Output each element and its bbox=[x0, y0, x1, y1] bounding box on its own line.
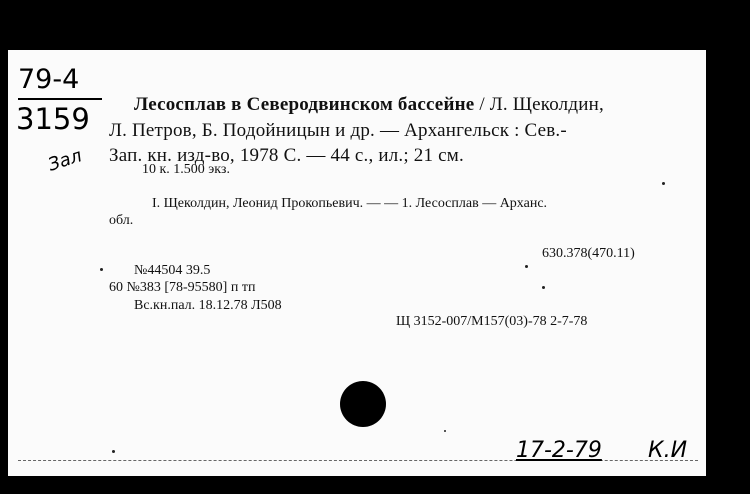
catalog-card bbox=[8, 50, 706, 476]
handwritten-code-bottom: 3159 bbox=[16, 102, 90, 136]
underline-rule bbox=[18, 98, 102, 100]
handwritten-scribble: Зал bbox=[45, 145, 85, 176]
entry-title-line bbox=[134, 94, 604, 116]
speck bbox=[444, 430, 446, 432]
tracing-line-2: обл. bbox=[109, 213, 134, 228]
record-line-1: №44504 39.5 bbox=[134, 263, 211, 278]
speck bbox=[662, 182, 665, 185]
entry-line-3: Зап. кн. изд-во, 1978 С. — 44 с., ил.; 21 см. bbox=[109, 145, 464, 166]
speck bbox=[542, 286, 545, 289]
tracing-line-1: I. Щеколдин, Леонид Прокопьевич. — — 1. Лесосплав — Арханс. bbox=[152, 196, 548, 211]
handwritten-code-top: 79-4 bbox=[18, 64, 80, 95]
entry-price-copies: 10 к. 1.500 экз. bbox=[142, 162, 230, 177]
authors-start: / Л. Щеколдин, bbox=[474, 94, 604, 115]
punch-hole bbox=[340, 381, 386, 427]
entry-line-2: Л. Петров, Б. Подойницын и др. — Архангельск : Сев.- bbox=[109, 120, 567, 141]
classification-number: 630.378(470.11) bbox=[542, 246, 635, 261]
record-line-3: Вс.кн.пал. 18.12.78 Л508 bbox=[134, 298, 282, 313]
catalog-number: Щ 3152-007/М157(03)-78 2-7-78 bbox=[396, 314, 588, 329]
handwritten-initials: К.И bbox=[648, 438, 688, 463]
speck bbox=[100, 268, 103, 271]
speck bbox=[112, 450, 115, 453]
record-line-2: 60 №383 [78-95580] п тп bbox=[109, 280, 256, 295]
handwritten-date: 17-2-79 bbox=[516, 438, 602, 463]
book-title: Лесосплав в Северодвинском бассейне bbox=[134, 94, 475, 115]
speck bbox=[525, 265, 528, 268]
